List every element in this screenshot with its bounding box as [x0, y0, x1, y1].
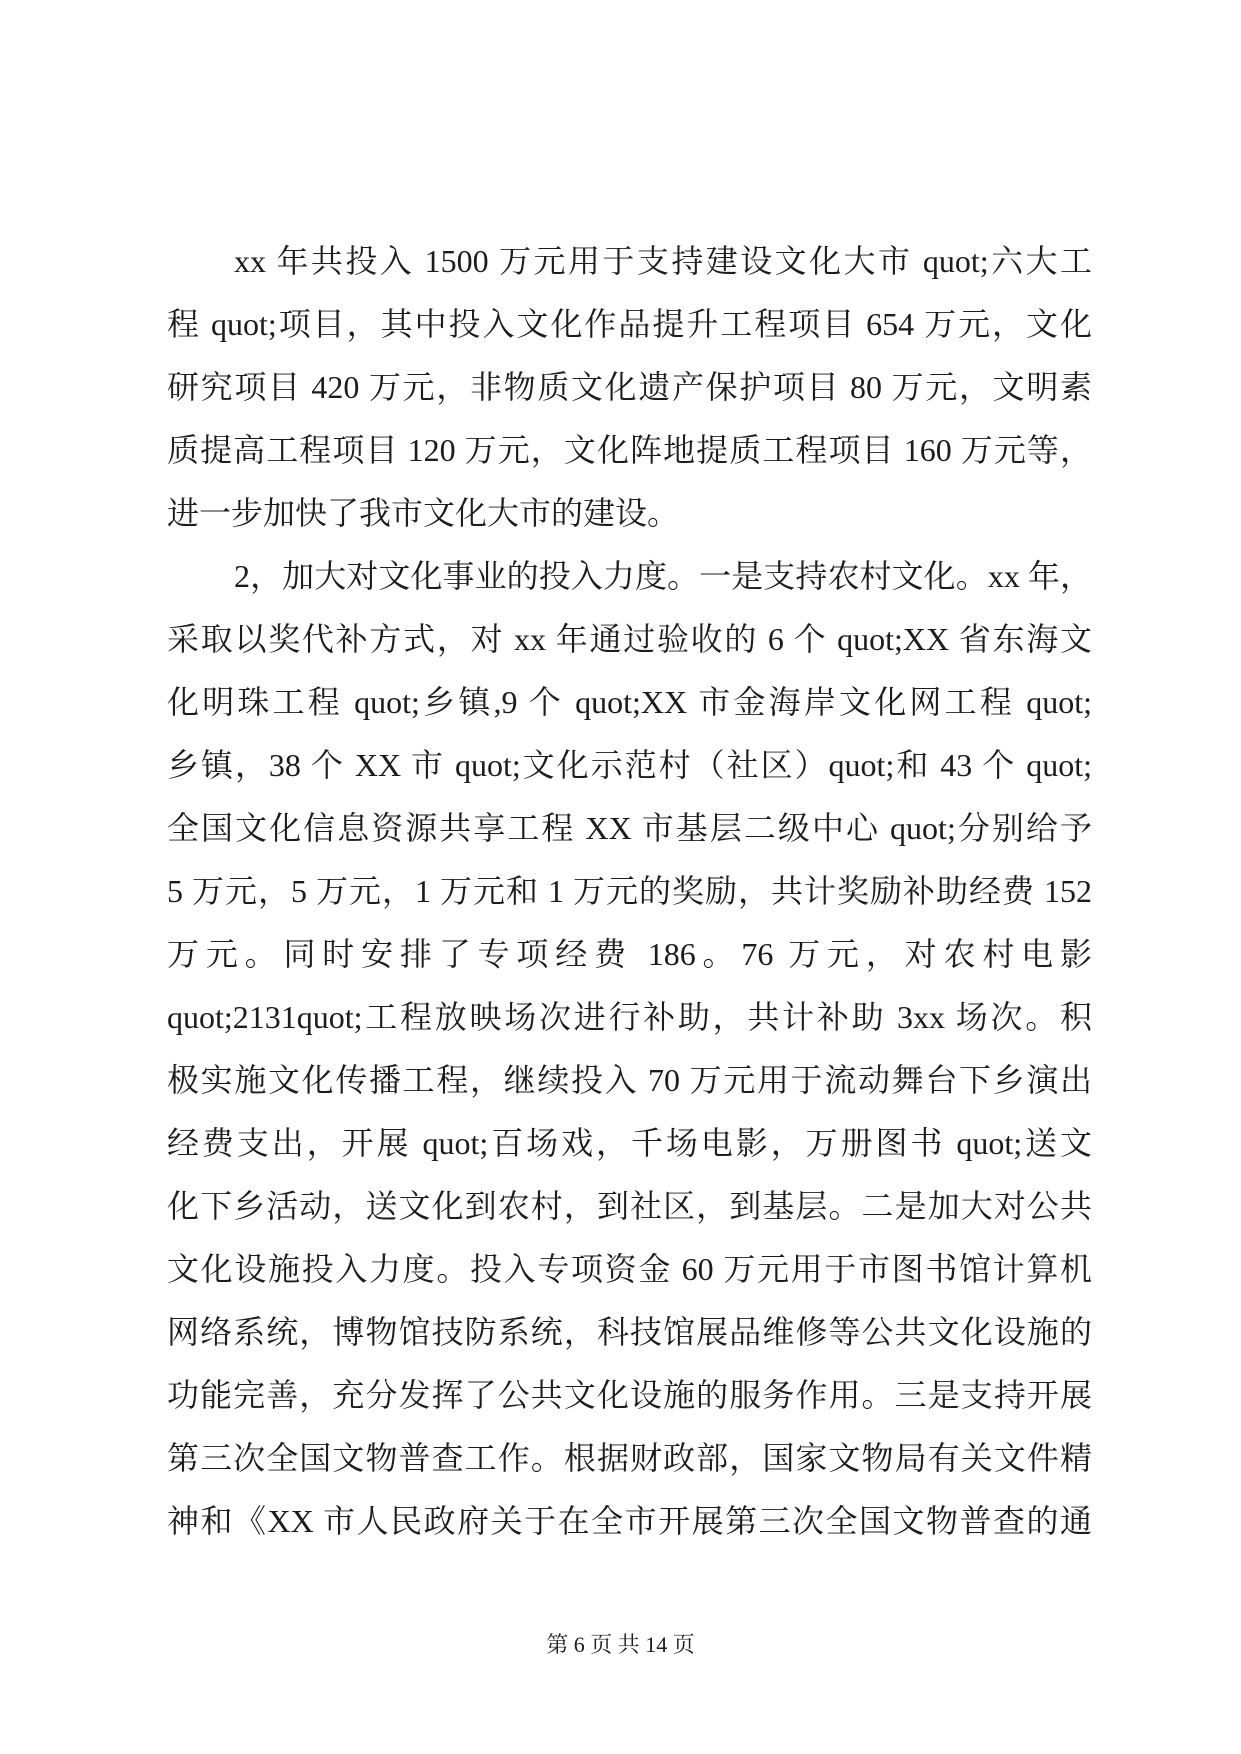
text-line: 极实施文化传播工程，继续投入 70 万元用于流动舞台下乡演出 — [167, 1062, 1092, 1098]
page-number-footer: 第 6 页 共 14 页 — [546, 1632, 695, 1657]
text-line: 文化设施投入力度。投入专项资金 60 万元用于市图书馆计算机 — [167, 1251, 1092, 1287]
text-line: 进一步加快了我市文化大市的建设。 — [167, 495, 680, 531]
text-line: 万元。同时安排了专项经费 186。76 万元，对农村电影 — [167, 936, 1092, 972]
text-line: 第三次全国文物普查工作。根据财政部，国家文物局有关文件精 — [167, 1440, 1092, 1476]
text-line: xx 年共投入 1500 万元用于支持建设文化大市 quot;六大工 — [234, 243, 1092, 279]
text-line: 乡镇，38 个 XX 市 quot;文化示范村（社区）quot;和 43 个 quot; — [167, 747, 1092, 783]
text-line: quot;2131quot;工程放映场次进行补助，共计补助 3xx 场次。积 — [167, 999, 1092, 1035]
text-line: 神和《XX 市人民政府关于在全市开展第三次全国文物普查的通 — [167, 1503, 1092, 1539]
text-line: 网络系统，博物馆技防系统，科技馆展品维修等公共文化设施的 — [167, 1314, 1092, 1350]
text-line: 化下乡活动，送文化到农村，到社区，到基层。二是加大对公共 — [167, 1188, 1092, 1224]
text-line: 程 quot;项目，其中投入文化作品提升工程项目 654 万元，文化 — [167, 306, 1092, 342]
text-line: 5 万元，5 万元，1 万元和 1 万元的奖励，共计奖励补助经费 152 — [167, 873, 1092, 909]
text-line: 质提高工程项目 120 万元，文化阵地提质工程项目 160 万元等， — [167, 432, 1092, 468]
document-body — [167, 230, 1092, 1553]
text-line: 功能完善，充分发挥了公共文化设施的服务作用。三是支持开展 — [167, 1377, 1092, 1413]
text-line: 经费支出，开展 quot;百场戏，千场电影，万册图书 quot;送文 — [167, 1125, 1092, 1161]
text-line: 化明珠工程 quot;乡镇,9 个 quot;XX 市金海岸文化网工程 quot; — [167, 684, 1092, 720]
text-line: 采取以奖代补方式，对 xx 年通过验收的 6 个 quot;XX 省东海文 — [167, 621, 1092, 657]
text-line: 全国文化信息资源共享工程 XX 市基层二级中心 quot;分别给予 — [167, 810, 1092, 846]
text-line: 2，加大对文化事业的投入力度。一是支持农村文化。xx 年， — [234, 558, 1092, 594]
text-line: 研究项目 420 万元，非物质文化遗产保护项目 80 万元，文明素 — [167, 369, 1092, 405]
